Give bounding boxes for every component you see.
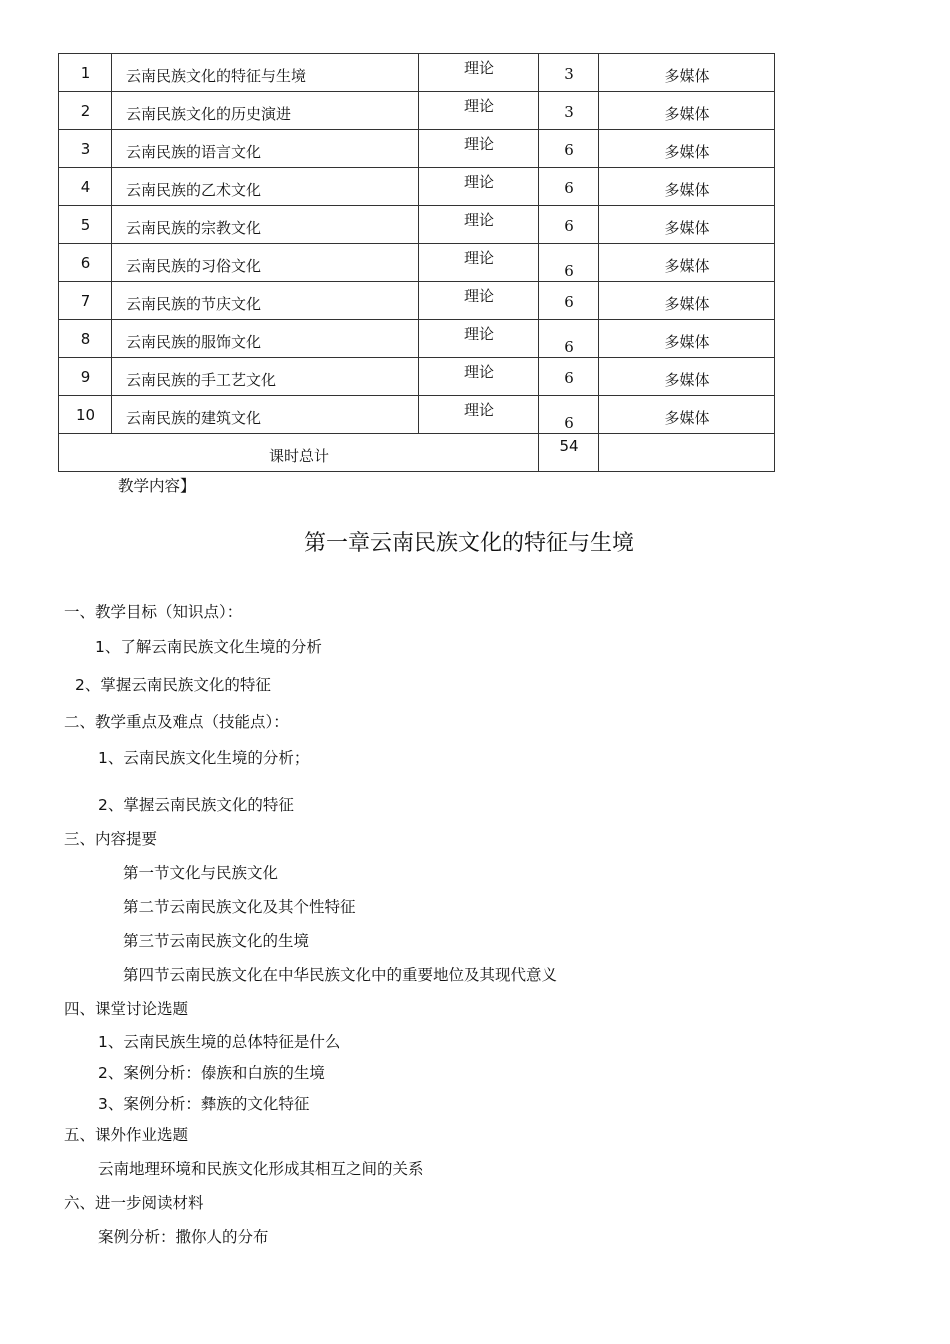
teaching-method-cell-text: 多媒体 <box>664 371 710 389</box>
total-hours: 54 <box>559 437 579 455</box>
chapter-title-cell-text: 云南民族文化的特征与生境 <box>126 67 307 85</box>
row-number <box>59 92 112 130</box>
hours-cell-text: 3 <box>564 65 574 83</box>
teaching-method-cell <box>599 54 775 92</box>
class-type-cell-text: 理论 <box>463 59 494 77</box>
row-number-text: 10 <box>75 406 96 424</box>
row-number-text: 1 <box>80 64 91 82</box>
chapter-title-cell-text: 云南民族文化的历史演进 <box>126 105 292 123</box>
discussion-item: 1、云南民族生境的总体特征是什么 <box>98 1033 341 1051</box>
chapter-title-cell <box>112 54 419 92</box>
teaching-method-cell-text: 多媒体 <box>664 105 710 123</box>
row-number-text: 3 <box>80 140 91 158</box>
row-number <box>59 358 112 396</box>
hours-cell <box>539 92 599 130</box>
chapter-title-cell-text: 云南民族的节庆文化 <box>126 295 262 313</box>
row-number <box>59 282 112 320</box>
table-row <box>59 92 775 130</box>
row-number <box>59 168 112 206</box>
teaching-method-cell-text: 多媒体 <box>664 67 710 85</box>
chapter-title-cell-text: 云南民族的手工艺文化 <box>126 371 277 389</box>
outline-heading: 三、内容提要 <box>64 830 158 848</box>
row-number-text: 4 <box>80 178 91 196</box>
table-row <box>59 320 775 358</box>
teaching-method-cell <box>599 320 775 358</box>
class-type-cell-text: 理论 <box>463 211 494 229</box>
reading-item: 案例分析：撒你人的分布 <box>98 1228 269 1246</box>
teaching-method-cell-text: 多媒体 <box>664 333 710 351</box>
chapter-title-cell-text: 云南民族的宗教文化 <box>126 219 262 237</box>
row-number-text: 8 <box>80 330 91 348</box>
row-number-text: 6 <box>80 254 91 272</box>
row-number <box>59 130 112 168</box>
table-row <box>59 396 775 434</box>
hours-cell <box>539 244 599 282</box>
total-label-cell <box>59 434 539 472</box>
teaching-method-cell <box>599 168 775 206</box>
teaching-method-cell <box>599 244 775 282</box>
table-row <box>59 54 775 92</box>
hours-cell-text: 6 <box>564 338 574 356</box>
class-type-cell <box>419 320 539 358</box>
class-type-cell <box>419 54 539 92</box>
chapter-title-cell <box>112 206 419 244</box>
table-row <box>59 282 775 320</box>
row-number <box>59 244 112 282</box>
row-number-text: 5 <box>80 216 91 234</box>
teaching-method-cell <box>599 396 775 434</box>
teaching-method-cell-text: 多媒体 <box>664 143 710 161</box>
row-number-text: 9 <box>80 368 91 386</box>
chapter-title-cell <box>112 130 419 168</box>
hours-cell-text: 6 <box>564 141 574 159</box>
table-row <box>59 168 775 206</box>
outline-item: 第一节文化与民族文化 <box>123 864 279 882</box>
hours-cell <box>539 320 599 358</box>
chapter-title-cell <box>112 92 419 130</box>
teaching-method-cell <box>599 282 775 320</box>
class-type-cell-text: 理论 <box>463 249 494 267</box>
chapter-title: 第一章云南民族文化的特征与生境 <box>304 531 635 556</box>
class-type-cell-text: 理论 <box>463 287 494 305</box>
class-type-cell <box>419 358 539 396</box>
teaching-method-cell-text: 多媒体 <box>664 257 710 275</box>
hours-cell-text: 6 <box>564 179 574 197</box>
hours-cell-text: 6 <box>564 293 574 311</box>
chapter-title-cell <box>112 396 419 434</box>
hours-cell <box>539 396 599 434</box>
reading-heading: 六、进一步阅读材料 <box>64 1194 204 1212</box>
chapter-title-cell <box>112 320 419 358</box>
objective-item: 1、了解云南民族文化生境的分析 <box>95 638 322 656</box>
class-type-cell <box>419 206 539 244</box>
row-number-text: 2 <box>80 102 91 120</box>
chapter-title-cell <box>112 282 419 320</box>
chapter-title-cell <box>112 168 419 206</box>
total-label: 课时总计 <box>268 447 329 465</box>
teaching-method-cell <box>599 130 775 168</box>
class-type-cell-text: 理论 <box>463 325 494 343</box>
hours-cell-text: 6 <box>564 217 574 235</box>
row-number <box>59 396 112 434</box>
row-number <box>59 320 112 358</box>
class-type-cell <box>419 130 539 168</box>
key-points-heading: 二、教学重点及难点（技能点）： <box>64 713 289 731</box>
class-type-cell-text: 理论 <box>463 363 494 381</box>
teaching-method-cell-text: 多媒体 <box>664 219 710 237</box>
hours-cell-text: 6 <box>564 414 574 432</box>
row-number <box>59 54 112 92</box>
class-type-cell <box>419 396 539 434</box>
teaching-method-cell-text: 多媒体 <box>664 295 710 313</box>
hours-cell-text: 6 <box>564 369 574 387</box>
chapter-title-cell-text: 云南民族的语言文化 <box>126 143 262 161</box>
teaching-method-cell <box>599 206 775 244</box>
row-number <box>59 206 112 244</box>
objectives-heading: 一、教学目标（知识点）： <box>64 603 243 621</box>
hours-cell <box>539 282 599 320</box>
row-number-text: 7 <box>80 292 91 310</box>
discussion-item: 3、案例分析：彝族的文化特征 <box>98 1095 310 1113</box>
class-type-cell <box>419 282 539 320</box>
total-hours-cell <box>539 434 599 472</box>
outline-item: 第三节云南民族文化的生境 <box>123 932 310 950</box>
chapter-title-cell-text: 云南民族的服饰文化 <box>126 333 262 351</box>
table-row <box>59 244 775 282</box>
chapter-title-cell <box>112 358 419 396</box>
chapter-title-cell <box>112 244 419 282</box>
key-point-item: 1、云南民族文化生境的分析； <box>98 749 310 767</box>
outline-item: 第四节云南民族文化在中华民族文化中的重要地位及其现代意义 <box>123 966 558 984</box>
class-type-cell <box>419 92 539 130</box>
table-row <box>59 206 775 244</box>
hours-cell-text: 3 <box>564 103 574 121</box>
class-type-cell-text: 理论 <box>463 135 494 153</box>
homework-item: 云南地理环境和民族文化形成其相互之间的关系 <box>98 1160 424 1178</box>
hours-cell <box>539 54 599 92</box>
hours-cell <box>539 130 599 168</box>
hours-cell <box>539 206 599 244</box>
hours-cell <box>539 168 599 206</box>
hours-cell-text: 6 <box>564 262 574 280</box>
discussion-heading: 四、课堂讨论选题 <box>64 1000 189 1018</box>
chapter-title-cell-text: 云南民族的建筑文化 <box>126 409 262 427</box>
class-type-cell <box>419 168 539 206</box>
class-type-cell-text: 理论 <box>463 173 494 191</box>
section-label: 教学内容】 <box>118 477 196 495</box>
outline-item: 第二节云南民族文化及其个性特征 <box>123 898 356 916</box>
teaching-method-cell <box>599 92 775 130</box>
hours-cell <box>539 358 599 396</box>
key-point-item: 2、掌握云南民族文化的特征 <box>98 796 294 814</box>
teaching-method-cell-text: 多媒体 <box>664 181 710 199</box>
course-schedule-table <box>58 53 775 472</box>
total-row <box>59 434 775 472</box>
discussion-item: 2、案例分析：傣族和白族的生境 <box>98 1064 325 1082</box>
homework-heading: 五、课外作业选题 <box>64 1126 189 1144</box>
class-type-cell-text: 理论 <box>463 401 494 419</box>
teaching-method-cell-text: 多媒体 <box>664 409 710 427</box>
objective-item: 2、掌握云南民族文化的特征 <box>75 676 271 694</box>
class-type-cell-text: 理论 <box>463 97 494 115</box>
chapter-title-cell-text: 云南民族的乙术文化 <box>126 181 262 199</box>
chapter-title-cell-text: 云南民族的习俗文化 <box>126 257 262 275</box>
table-row <box>59 358 775 396</box>
teaching-method-cell <box>599 358 775 396</box>
table-row <box>59 130 775 168</box>
class-type-cell <box>419 244 539 282</box>
total-empty-cell <box>599 434 775 472</box>
